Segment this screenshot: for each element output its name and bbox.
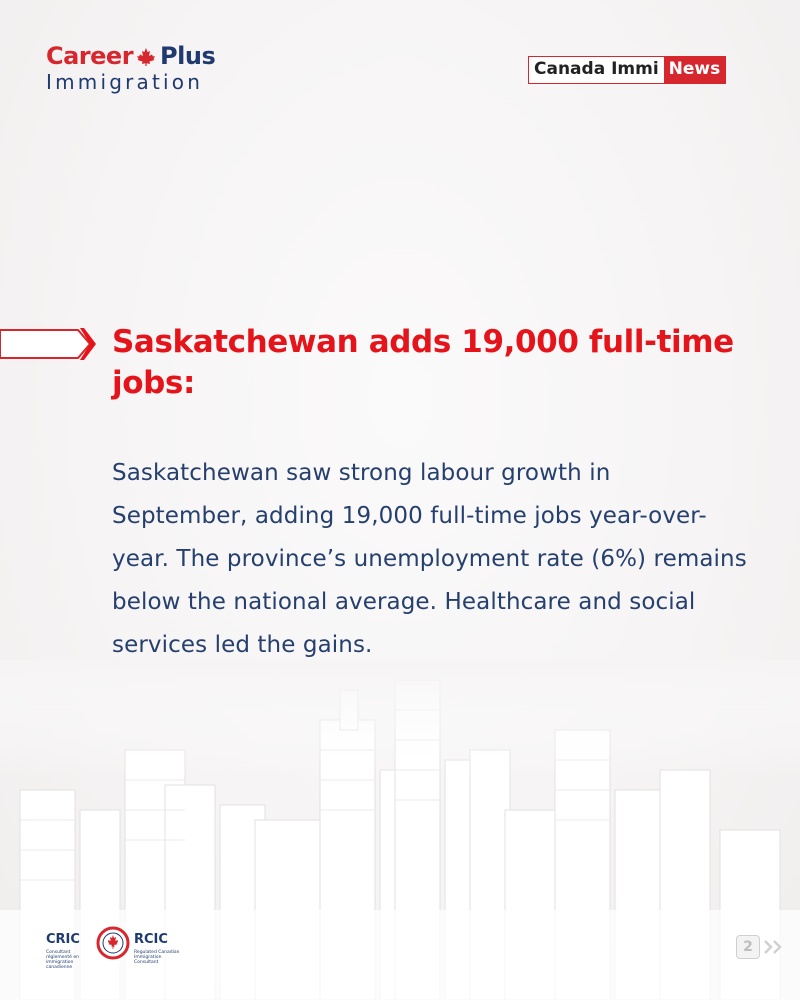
logo-word-plus: Plus [160, 42, 216, 70]
badge-label: Canada Immi [534, 59, 659, 79]
cric-rcic-seal [46, 926, 186, 970]
logo-subtitle: Immigration [46, 70, 204, 94]
maple-leaf-icon [136, 47, 156, 67]
news-badge [528, 56, 726, 84]
chevron-right-icon [762, 939, 788, 955]
logo-word-career: Career [46, 42, 134, 70]
cric-label: CRIC [46, 932, 80, 947]
arrow-pointer-icon [0, 326, 100, 362]
badge-accent-label: News [664, 57, 726, 83]
headline: Saskatchewan adds 19,000 full-time jobs: [112, 324, 734, 401]
logo-wordmark [46, 42, 236, 70]
seal-icon [96, 926, 130, 960]
brand-logo [46, 42, 236, 98]
page-number: 2 [736, 935, 760, 959]
rcic-subtitle: Regulated Canadian Immigration Consultant [134, 950, 180, 965]
cric-subtitle: Consultant réglementé en immigration canadienne [46, 950, 79, 970]
body-paragraph: Saskatchewan saw strong labour growth in September, adding 19,000 full-time jobs year-over-year. The province’s unemployment rate (6%) remains below the national average. Healthcare and social services led the gains. [112, 460, 747, 658]
rcic-label: RCIC [134, 932, 168, 947]
